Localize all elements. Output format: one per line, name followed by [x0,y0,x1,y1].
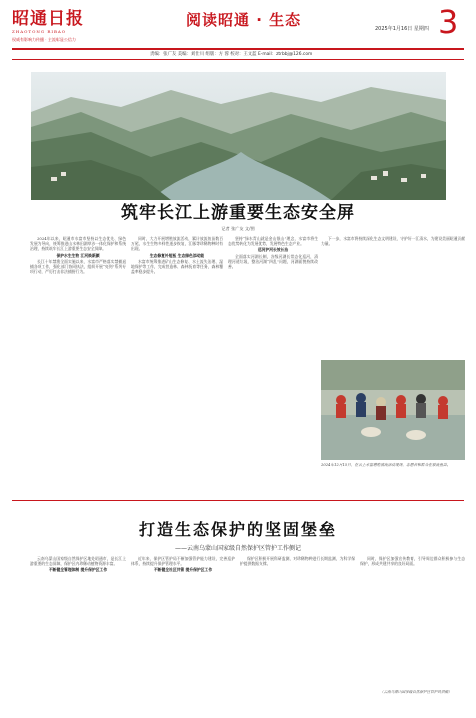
header-rule-thin [12,59,464,60]
article1-column-3 [228,236,318,494]
section-title: 阅读昭通 · 生态 [186,11,302,29]
article2-column-3 [240,556,355,706]
paragraph: 保护区积极开展科研监测，对珍稀物种进行长期监测，为科学保护提供数据支撑。 [240,556,355,567]
paragraph: 云南乌蒙山国家级自然保护区地处昭通市，是长江上游重要的生态屏障，保护区内珍稀动植物资源丰富。 [30,556,126,567]
article2-headline: 打造生态保护的坚固堡垒 [138,520,337,539]
subheading: 不断健全社区共管 提升保护区工作 [153,567,213,573]
paragraph: 下一步，水富市将持续深化生态文明建设，守护好一江清水，为建设美丽昭通贡献力量。 [321,236,465,247]
paragraph: 同时，大力开展增殖放流活动，累计放流鱼苗数百万尾，水生生物多样性逐步恢复，江豚等珍稀物种时有出现。 [131,236,223,252]
main-photo-river-gorge [31,72,446,200]
paragraph: 全面落实河湖长制，各级河湖长常态化巡河，清理河道垃圾，整治河湖“四乱”问题，河湖面貌持续改善。 [228,253,318,270]
subheading: 不断健全管理体制 提升保护区工作 [48,567,108,573]
article2-subtitle: ——云南乌蒙山国家级自然保护区管护工作侧记 [174,545,301,552]
paragraph: 近年来，保护区管护局不断加强管护能力建设，完善巡护体系，持续提升保护管理水平。 [131,556,235,567]
article2-column-4 [360,556,465,686]
section-divider [12,500,464,501]
article1-column-1 [30,236,126,494]
article1-headline: 筑牢长江上游重要生态安全屏 [121,203,355,223]
header-rule [12,48,464,50]
paragraph: 长江十年禁渔全面实施以来，水富市严格落实禁捕退捕各项工作，强化部门协同执法，组织开展“亮剑”系列专项行动，严厉打击非法捕捞行为。 [30,258,126,275]
subheading: 巡河护河长效长治 [257,247,289,253]
masthead-logo: 昭通日报 [12,9,84,29]
subheading: 保护水生生物 江河焕新颜 [56,252,100,258]
paragraph: 2024年以来，昭通市水富市坚持以生态优先、绿色发展为导向，统筹推进山水林田湖草沙一体化保护和系统治理，持续筑牢长江上游重要生态安全屏障。 [30,236,126,252]
subheading: 生态修复补短板 生态绿色添动能 [149,252,205,258]
fish-release-photo-caption: 2024年12月15日，在云上水富增殖放流活动现场，志愿者和群众在放流鱼苗。 [321,463,451,467]
article2-end-note: （云南乌蒙山国家级自然保护区管护局供稿） [380,690,452,694]
article2-column-1 [30,556,126,706]
fish-release-photo [321,360,465,460]
masthead [12,10,107,46]
article2-column-2 [131,556,235,706]
article1-byline: 记者 张广友 文/图 [221,226,255,231]
masthead-slogan: 权威有影响力传播 · 主流彰显公信力 [12,37,76,42]
editors-line: 责编：张广友 美编：刘仕川 组版：方 蓉 校对：王文蓝 E-mail：ztrbbj@126.com [150,52,313,57]
article1-column-4 [321,236,465,356]
article1-column-2 [131,236,223,494]
paragraph: 坚持“绿水青山就是金山银山”理念，水富市将生态优势转化为发展优势，发展特色生态产业。 [228,236,318,247]
paragraph: 同时，保护区加强宣传教育，引导周边群众积极参与生态保护，形成共建共享的良好局面。 [360,556,465,567]
date-line: 2025年1月16日 星期四 [375,26,429,32]
masthead-logo-en: ZHAOTONG RIBAO [12,29,67,34]
page-number: 3 [438,3,459,41]
paragraph: 水富市统筹推进矿山生态修复、水土流失治理、湿地保护等工作，完成营造林、森林抚育等任务，森林覆盖率稳步提升。 [131,258,223,275]
